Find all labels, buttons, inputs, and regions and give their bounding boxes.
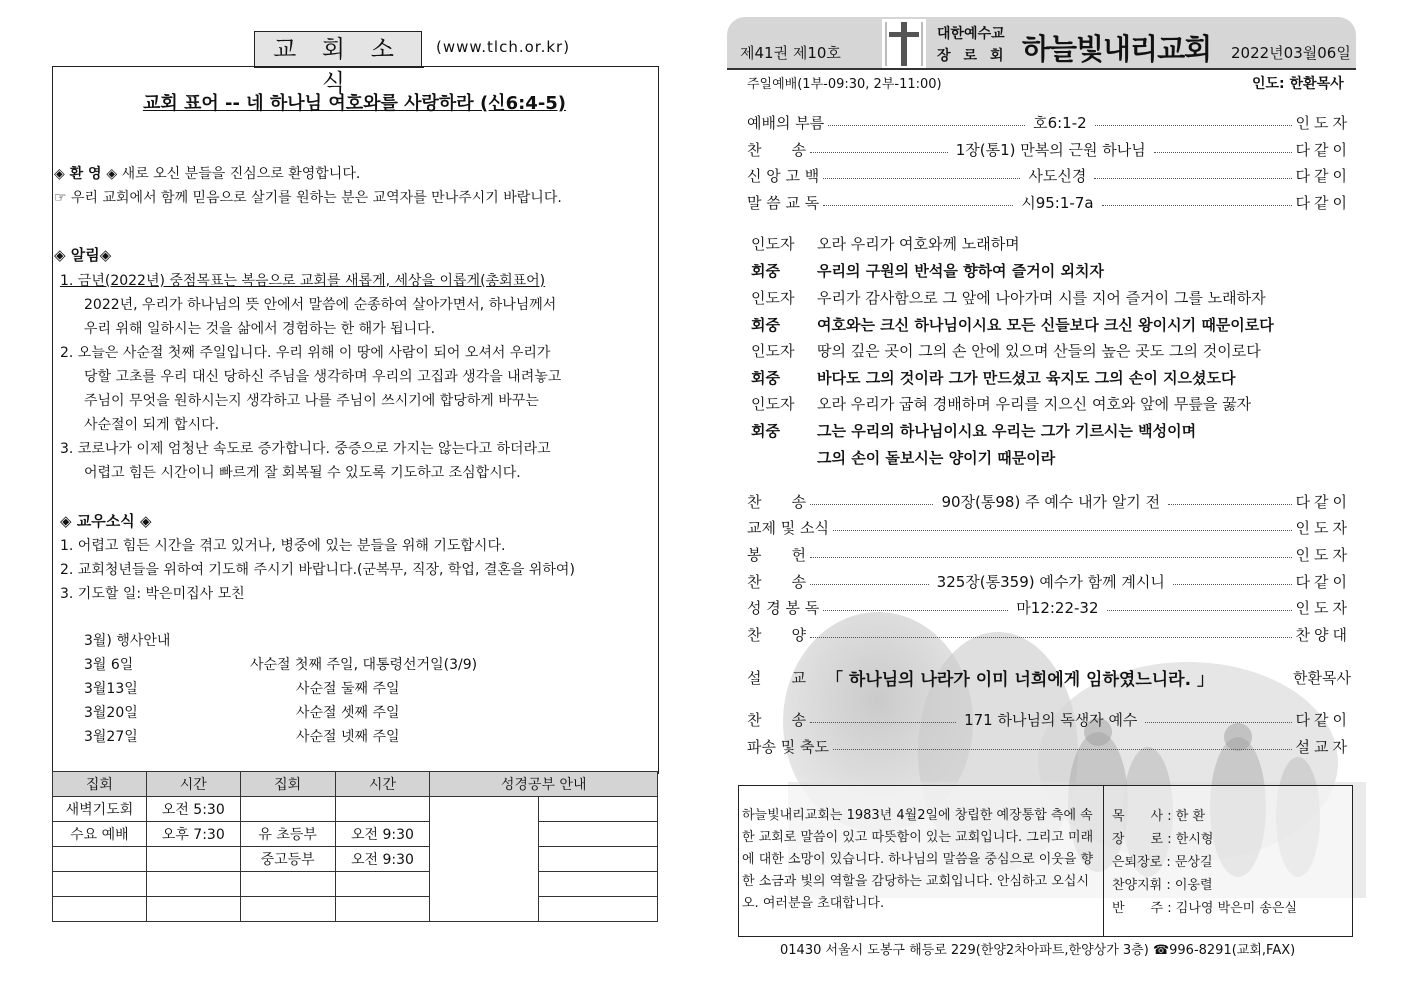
notice-line: 1. 금년(2022년) 중점목표는 복음으로 교회를 새롭게, 세상을 이롭게(총회표어) bbox=[60, 273, 546, 289]
welcome-line bbox=[54, 165, 360, 183]
service-leader: 인도: 한환목사 bbox=[1252, 76, 1344, 92]
event-desc: 사순절 첫째 주일, 대통령선거일(3/9) bbox=[250, 657, 478, 673]
worship-item: 찬 송 171 하나님의 독생자 예수 다같이 bbox=[747, 710, 1352, 729]
table-cell bbox=[539, 897, 658, 922]
table-cell bbox=[539, 822, 658, 847]
denomination-line2: 장로회 bbox=[937, 48, 1017, 64]
table-cell: 오후 7:30 bbox=[146, 822, 240, 847]
table-cell bbox=[240, 897, 335, 922]
event-date: 3월13일 bbox=[84, 681, 138, 697]
table-cell: 수요 예배 bbox=[53, 822, 147, 847]
table-header-row bbox=[53, 772, 658, 797]
responsive-line: 인도자 우리가 감사함으로 그 앞에 나아가며 시를 지어 즐거이 그를 노래하자 bbox=[751, 289, 1266, 307]
table-cell bbox=[146, 897, 240, 922]
responsive-line: 인도자 오라 우리가 굽혀 경배하며 우리를 지으신 여호와 앞에 무릎을 꿇자 bbox=[751, 395, 1252, 413]
table-row bbox=[53, 897, 658, 922]
member-news-line: 3. 기도할 일: 박은미집사 모친 bbox=[60, 586, 245, 602]
table-cell bbox=[53, 872, 147, 897]
worship-item: 교제 및 소식 인도자 bbox=[747, 518, 1351, 537]
worship-item: 신 앙 고 백 사도신경 다같이 bbox=[747, 166, 1351, 185]
table-cell bbox=[146, 872, 240, 897]
worship-item: 파송 및 축도 설교자 bbox=[747, 737, 1351, 756]
bulletin-date: 2022년03월06일 bbox=[1231, 44, 1351, 62]
staff-item: 찬양지휘 : 이웅렬 bbox=[1112, 878, 1213, 893]
notice-line: 어렵고 힘든 시간이니 빠르게 잘 회복될 수 있도록 기도하고 조심합시다. bbox=[84, 465, 521, 481]
member-news-line: 2. 교회청년들을 위하여 기도해 주시기 바랍니다.(군복무, 직장, 학업, 결혼을 위하여) bbox=[60, 562, 575, 578]
member-news-line: 1. 어렵고 힘든 시간을 겪고 있거나, 병중에 있는 분들을 위해 기도합시다. bbox=[60, 538, 506, 554]
welcome-line-2: ☞ 우리 교회에서 함께 믿음으로 살기를 원하는 분은 교역자를 만나주시기 바랍니다. bbox=[54, 190, 562, 206]
table-header: 시간 bbox=[146, 772, 240, 797]
church-address: 01430 서울시 도봉구 해등로 229(한양2차아파트,한양상가 3층) ☎996-8291(교회,FAX) bbox=[780, 943, 1296, 958]
worship-item: 성 경 봉 독 마12:22-32 인도자 bbox=[747, 598, 1351, 617]
table-cell bbox=[335, 872, 430, 897]
responsive-line: 회중 그는 우리의 하나님이시요 우리는 그가 기르시는 백성이며 bbox=[751, 422, 1197, 440]
table-cell bbox=[539, 797, 658, 822]
site-url[interactable]: (www.tlch.or.kr) bbox=[436, 38, 571, 56]
table-row bbox=[53, 822, 658, 847]
volume-number: 제41권 제10호 bbox=[740, 44, 841, 62]
table-cell bbox=[335, 797, 430, 822]
table-cell: 중고등부 bbox=[240, 847, 335, 872]
sermon-title: 「 하나님의 나라가 이미 너희에게 임하였느니라. 」 bbox=[825, 669, 1214, 690]
responsive-line: 그의 손이 돌보시는 양이기 때문이라 bbox=[817, 449, 1056, 467]
staff-item: 은퇴장로 : 문상길 bbox=[1112, 855, 1213, 870]
worship-item: 찬 양 찬양대 bbox=[747, 625, 1351, 644]
welcome-text: 새로 오신 분들을 진심으로 환영합니다. bbox=[121, 166, 361, 182]
table-cell bbox=[146, 847, 240, 872]
responsive-line: 인도자 오라 우리가 여호와께 노래하며 bbox=[751, 235, 1020, 253]
church-motto: 교회 표어 -- 네 하나님 여호와를 사랑하라 (신6:4-5) bbox=[142, 93, 567, 114]
denomination-line1: 대한예수교 bbox=[937, 26, 1005, 42]
table-cell: 유 초등부 bbox=[240, 822, 335, 847]
welcome-heading: ◈ 환 영 ◈ bbox=[54, 166, 118, 182]
church-intro: 하늘빛내리교회는 1983년 4월2일에 창립한 예장통합 측에 속한 교회로 말씀이 있고 따뜻함이 있는 교회입니다. 그리고 미래에 대한 소망이 있습니다. 하나님의 말씀을 중심으로 이웃을 향한 소금과 빛의 역할을 감당하는 교회입니다. 안심하고 오십시오. 여러분을 초대합니다. bbox=[742, 808, 1094, 911]
info-divider bbox=[1103, 786, 1104, 936]
event-desc: 사순절 넷째 주일 bbox=[296, 729, 400, 745]
meeting-schedule-table bbox=[52, 771, 658, 922]
responsive-line: 회중 바다도 그의 것이라 그가 만드셨고 육지도 그의 손이 지으셨도다 bbox=[751, 369, 1236, 387]
staff-item: 장 로 : 한시형 bbox=[1112, 832, 1214, 847]
table-cell bbox=[539, 847, 658, 872]
service-time: 주일예배(1부-09:30, 2부-11:00) bbox=[747, 77, 942, 92]
table-header: 집회 bbox=[240, 772, 335, 797]
table-row bbox=[53, 797, 658, 822]
notice-line: 당할 고초를 우리 대신 당하신 주님을 생각하며 우리의 고집과 생각을 내려놓고 bbox=[84, 369, 562, 385]
notice-heading: ◈ 알림◈ bbox=[54, 246, 112, 264]
table-cell bbox=[53, 847, 147, 872]
responsive-line: 인도자 땅의 깊은 곳이 그의 손 안에 있으며 산들의 높은 곳도 그의 것이로다 bbox=[751, 342, 1261, 360]
notice-line: 2. 오늘은 사순절 첫째 주일입니다. 우리 위해 이 땅에 사람이 되어 오셔서 우리가 bbox=[60, 345, 551, 361]
table-cell: 오전 5:30 bbox=[146, 797, 240, 822]
event-date: 3월20일 bbox=[84, 705, 138, 721]
event-date: 3월27일 bbox=[84, 729, 138, 745]
table-cell: 오전 9:30 bbox=[335, 847, 430, 872]
table-cell bbox=[53, 897, 147, 922]
notice-line: 2022년, 우리가 하나님의 뜻 안에서 말씀에 순종하여 살아가면서, 하나님께서 bbox=[84, 297, 557, 313]
staff-list bbox=[1112, 805, 1297, 920]
table-cell bbox=[240, 797, 335, 822]
notice-line: 사순절이 되게 합시다. bbox=[84, 417, 220, 433]
event-desc: 사순절 셋째 주일 bbox=[296, 705, 400, 721]
table-row bbox=[53, 872, 658, 897]
events-heading: 3월) 행사안내 bbox=[84, 633, 171, 649]
sermon-item: 설 교 「 하나님의 나라가 이미 너희에게 임하였느니라. 」 한환목사 bbox=[747, 664, 1351, 690]
news-title: 교 회 소 식 bbox=[254, 31, 422, 67]
member-news-heading: ◈ 교우소식 ◈ bbox=[60, 512, 152, 530]
table-cell bbox=[539, 872, 658, 897]
worship-item: 예배의 부름 호6:1-2 인도자 bbox=[747, 113, 1352, 132]
table-header: 시간 bbox=[335, 772, 430, 797]
table-cell bbox=[240, 872, 335, 897]
worship-item: 찬 송 325장(통359) 예수가 함께 계시니 다같이 bbox=[747, 572, 1352, 591]
worship-item: 봉 헌 인도자 bbox=[747, 545, 1351, 564]
church-name: 하늘빛내리교회 bbox=[1022, 32, 1212, 66]
worship-item: 말 씀 교 독 시95:1-7a 다같이 bbox=[747, 193, 1352, 212]
worship-item: 찬 송 90장(통98) 주 예수 내가 알기 전 다같이 bbox=[747, 492, 1351, 511]
notice-line: 주님이 무엇을 원하시는지 생각하고 나를 주님이 쓰시기에 합당하게 바꾸는 bbox=[84, 393, 539, 409]
table-header: 집회 bbox=[53, 772, 147, 797]
notice-line: 3. 코로나가 이제 엄청난 속도로 증가합니다. 중증으로 가지는 않는다고 하더라고 bbox=[60, 441, 551, 457]
staff-item: 목 사 : 한 환 bbox=[1112, 809, 1206, 824]
table-cell: 새벽기도회 bbox=[53, 797, 147, 822]
responsive-line: 회중 여호와는 크신 하나님이시요 모든 신들보다 크신 왕이시기 때문이로다 bbox=[751, 316, 1274, 334]
table-header: 성경공부 안내 bbox=[430, 772, 658, 797]
staff-item: 반 주 : 김나영 박은미 송은실 bbox=[1112, 901, 1298, 916]
notice-line: 우리 위해 일하시는 것을 삶에서 경험하는 한 해가 됩니다. bbox=[84, 321, 436, 337]
worship-item: 찬 송 1장(통1) 만복의 근원 하나님 다같이 bbox=[747, 140, 1351, 159]
header-divider bbox=[727, 68, 1356, 70]
event-date: 3월 6일 bbox=[84, 657, 134, 673]
event-desc: 사순절 둘째 주일 bbox=[296, 681, 400, 697]
church-logo-icon bbox=[882, 19, 926, 69]
table-cell: 오전 9:30 bbox=[335, 822, 430, 847]
table-cell bbox=[335, 897, 430, 922]
table-row bbox=[53, 847, 658, 872]
responsive-line: 회중 우리의 구원의 반석을 향하여 즐거이 외치자 bbox=[751, 262, 1104, 280]
bible-study-cell bbox=[430, 797, 539, 922]
